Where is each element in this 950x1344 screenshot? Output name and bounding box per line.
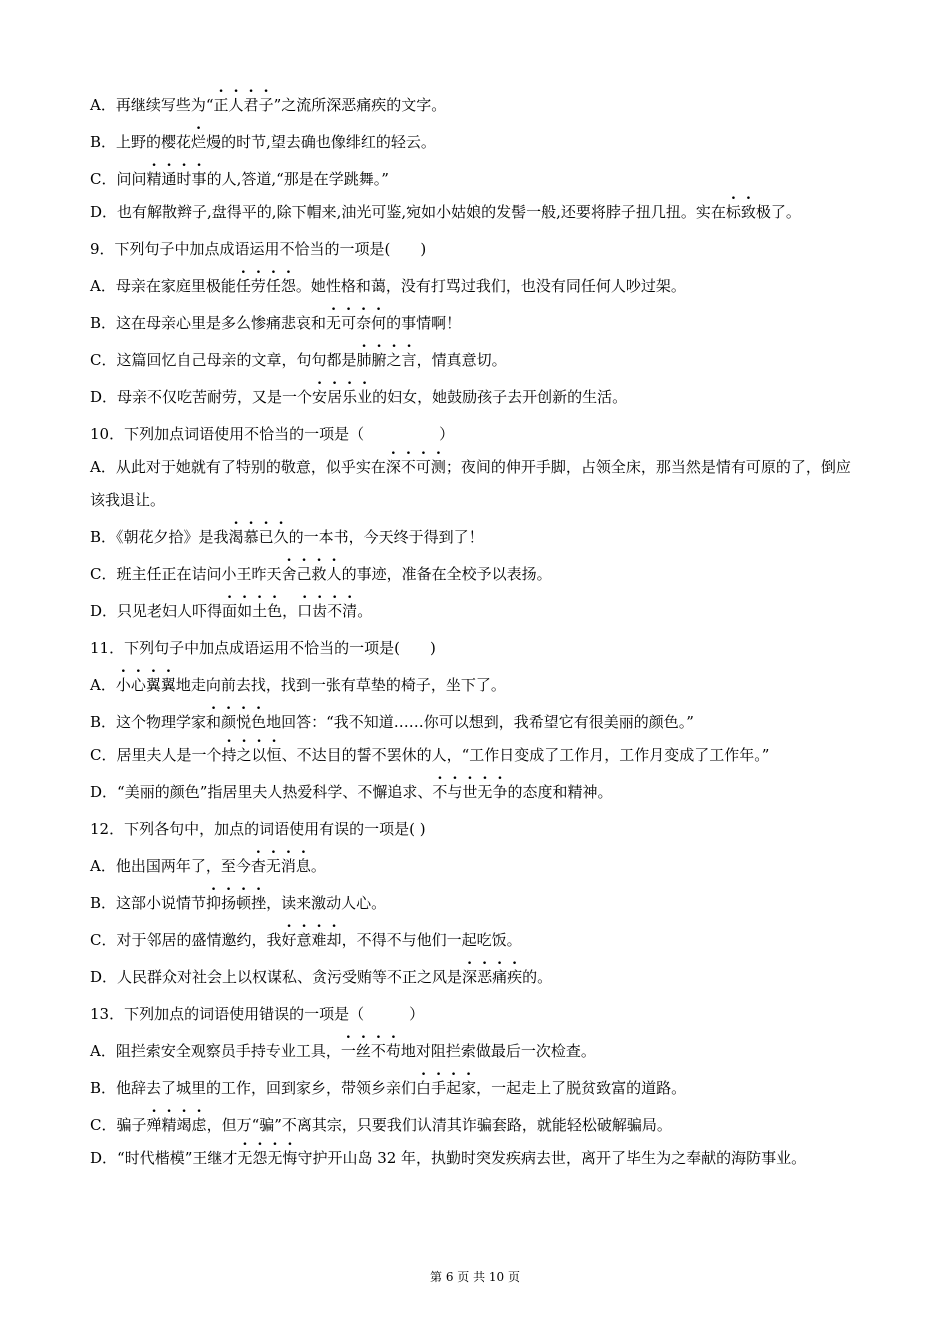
option-text: 的事迹，准备在全校予以表扬。 bbox=[341, 565, 552, 583]
page-footer: 第 6 页 共 10 页 bbox=[430, 1270, 520, 1284]
option-text: 班主任正在诘问小王昨天 bbox=[116, 565, 282, 583]
emphasized-phrase: 抑扬顿挫 bbox=[206, 894, 267, 912]
option-text: 、不达目的誓不罢休的人，“工作日变成了工作月，工作月变成了工作年。” bbox=[281, 746, 770, 764]
option-text: 的一本书，今天终于得到了！ bbox=[288, 528, 484, 546]
option-C bbox=[90, 1107, 860, 1144]
option-text: 。她性格和蔼，没有打骂过我们，也没有同任何人吵过架。 bbox=[295, 277, 686, 295]
option-A bbox=[90, 848, 860, 885]
question-q11 bbox=[90, 630, 860, 811]
emphasized-phrase: 烂 bbox=[191, 133, 207, 151]
emphasized-phrase: 小心翼翼 bbox=[115, 676, 176, 694]
option-label: C． bbox=[90, 565, 117, 583]
option-text: 极了。 bbox=[755, 203, 801, 221]
question-stem: 13．下列加点的词语使用错误的一项是（ ） bbox=[90, 1005, 425, 1023]
option-text: ”之流所深恶痛疾的文字。 bbox=[273, 96, 447, 114]
option-text: 《朝花夕拾》是我 bbox=[116, 528, 229, 546]
option-text: 地走向前去找，找到一张有草垫的椅子，坐下了。 bbox=[175, 676, 506, 694]
option-text: 骗子 bbox=[116, 1116, 147, 1134]
option-text: ，不得不与他们一起吃饭。 bbox=[341, 931, 522, 949]
option-label: A． bbox=[90, 1042, 116, 1060]
emphasized-phrase: 无怨无悔 bbox=[237, 1149, 298, 1167]
option-A bbox=[90, 451, 860, 517]
question-q9 bbox=[90, 231, 860, 416]
option-C bbox=[90, 161, 860, 198]
option-text: 对于邻居的盛情邀约，我 bbox=[116, 931, 282, 949]
option-label: B． bbox=[90, 713, 117, 731]
option-text: 上野的樱花 bbox=[116, 133, 192, 151]
question-q13 bbox=[90, 996, 860, 1175]
option-label: D． bbox=[90, 602, 118, 620]
option-text: ，情真意切。 bbox=[416, 351, 507, 369]
option-text: ，读来激动人心。 bbox=[266, 894, 387, 912]
emphasized-phrase: 一丝不苟 bbox=[340, 1042, 401, 1060]
option-text: 这篇回忆自己母亲的文章，句句都是 bbox=[116, 351, 357, 369]
emphasized-phrase: 面如土色 bbox=[222, 602, 283, 620]
option-D bbox=[90, 959, 860, 996]
option-text: 居里夫人是一个 bbox=[116, 746, 222, 764]
option-B bbox=[90, 885, 860, 922]
option-label: B． bbox=[90, 1079, 117, 1097]
question-stem: 12．下列各句中，加点的词语使用有误的一项是( ) bbox=[90, 820, 426, 838]
option-text: 的人,答道,“那是在学跳舞。” bbox=[206, 170, 389, 188]
option-text: 从此对于她就有了特别的敬意，似乎实在 bbox=[115, 458, 386, 476]
option-text: ；夜间的伸开手脚，占领全床，那当然是情有可原的了，倒应该我退让。 bbox=[90, 458, 851, 509]
option-text: 也有解散辫子,盘得平的,除下帽来,油光可鉴,宛如小姑娘的发髻一般,还要将脖子扭几扭。实在 bbox=[117, 203, 726, 221]
question-list bbox=[90, 87, 860, 1177]
option-text: 这在母亲心里是多么惨痛悲哀和 bbox=[116, 314, 327, 332]
option-text: 只见老妇人吓得 bbox=[117, 602, 223, 620]
option-label: A． bbox=[90, 277, 116, 295]
option-B bbox=[90, 1070, 860, 1107]
option-text: 。 bbox=[310, 857, 326, 875]
emphasized-phrase: 和颜悦色 bbox=[206, 713, 267, 731]
emphasized-phrase: 无可奈何 bbox=[326, 314, 387, 332]
option-text: 母亲不仅吃苦耐劳，又是一个 bbox=[117, 388, 313, 406]
option-text: 人民群众对社会上以权谋私、贪污受贿等不正之风是 bbox=[117, 968, 463, 986]
emphasized-phrase: 正人君子 bbox=[213, 96, 274, 114]
option-D bbox=[90, 196, 860, 229]
emphasized-phrase: 舍己救人 bbox=[281, 565, 342, 583]
emphasized-phrase: 白手起家 bbox=[416, 1079, 477, 1097]
question-stem: 9．下列句子中加点成语运用不恰当的一项是( ) bbox=[90, 240, 427, 258]
option-text: 问问 bbox=[116, 170, 147, 188]
emphasized-phrase: 殚精竭虑 bbox=[146, 1116, 207, 1134]
option-label: D． bbox=[90, 388, 118, 406]
emphasized-phrase: 深恶痛疾 bbox=[462, 968, 523, 986]
option-D bbox=[90, 1142, 860, 1175]
emphasized-phrase: 好意难却 bbox=[281, 931, 342, 949]
option-label: A． bbox=[90, 96, 116, 114]
option-text: 他出国两年了，至今 bbox=[115, 857, 251, 875]
question-q10 bbox=[90, 416, 860, 630]
option-A bbox=[90, 87, 860, 124]
option-A bbox=[90, 268, 860, 305]
option-label: A． bbox=[90, 458, 116, 476]
option-text: 这个物理学家 bbox=[116, 713, 207, 731]
option-label: A． bbox=[90, 676, 116, 694]
option-label: B． bbox=[90, 894, 117, 912]
option-text: 这部小说情节 bbox=[116, 894, 207, 912]
emphasized-phrase: 安居乐业 bbox=[312, 388, 373, 406]
option-B bbox=[90, 519, 860, 556]
option-B bbox=[90, 124, 860, 161]
emphasized-phrase: 渴慕已久 bbox=[228, 528, 289, 546]
option-C bbox=[90, 556, 860, 593]
option-A bbox=[90, 667, 860, 704]
option-text: “美丽的颜色”指居里夫人热爱科学、不懈追求、 bbox=[117, 783, 433, 801]
option-D bbox=[90, 774, 860, 811]
question-stem: 11．下列句子中加点成语运用不恰当的一项是( ) bbox=[90, 639, 436, 657]
emphasized-phrase: 不与世无争 bbox=[432, 783, 508, 801]
option-text: 的妇女，她鼓励孩子去开创新的生活。 bbox=[372, 388, 628, 406]
option-text: 母亲在家庭里极能 bbox=[115, 277, 236, 295]
option-label: D． bbox=[90, 203, 118, 221]
option-A bbox=[90, 1033, 860, 1070]
option-text: ， bbox=[282, 602, 298, 620]
option-C bbox=[90, 342, 860, 379]
option-label: A． bbox=[90, 857, 116, 875]
option-text: 的。 bbox=[522, 968, 553, 986]
option-D bbox=[90, 379, 860, 416]
emphasized-phrase: 深不可测 bbox=[385, 458, 446, 476]
emphasized-phrase: 标致 bbox=[725, 203, 756, 221]
option-text: 他辞去了城里的工作，回到家乡，带领乡亲们 bbox=[116, 1079, 417, 1097]
option-text: 再继续写些为“ bbox=[115, 96, 214, 114]
option-label: C． bbox=[90, 746, 117, 764]
option-C bbox=[90, 739, 860, 772]
option-label: C． bbox=[90, 931, 117, 949]
option-D bbox=[90, 593, 860, 630]
option-text: ，一起走上了脱贫致富的道路。 bbox=[476, 1079, 687, 1097]
option-label: B． bbox=[90, 528, 117, 546]
option-label: D． bbox=[90, 968, 118, 986]
option-B bbox=[90, 305, 860, 342]
emphasized-phrase: 杳无消息 bbox=[250, 857, 311, 875]
question-q8-options bbox=[90, 87, 860, 229]
option-label: D． bbox=[90, 783, 118, 801]
option-label: C． bbox=[90, 351, 117, 369]
option-text: 的态度和精神。 bbox=[507, 783, 613, 801]
option-C bbox=[90, 922, 860, 959]
option-label: C． bbox=[90, 1116, 117, 1134]
option-label: C． bbox=[90, 170, 117, 188]
emphasized-phrase: 任劳任怨 bbox=[235, 277, 296, 295]
option-B bbox=[90, 704, 860, 741]
option-label: B． bbox=[90, 314, 117, 332]
emphasized-phrase: 肺腑之言 bbox=[356, 351, 417, 369]
emphasized-phrase: 持之以恒 bbox=[221, 746, 282, 764]
question-q12 bbox=[90, 811, 860, 996]
option-text: 地对阻拦索做最后一次检查。 bbox=[400, 1042, 596, 1060]
option-text: 的事情啊！ bbox=[386, 314, 462, 332]
question-stem: 10．下列加点词语使用不恰当的一项是（ ） bbox=[90, 425, 455, 443]
emphasized-phrase: 精通时事 bbox=[146, 170, 207, 188]
option-text: 地回答：“我不知道……你可以想到，我希望它有很美丽的颜色。” bbox=[266, 713, 694, 731]
emphasized-phrase: 口齿不清 bbox=[297, 602, 358, 620]
option-text: 守护开山岛 32 年，执勤时突发疾病去世，离开了毕生为之奉献的海防事业。 bbox=[297, 1149, 807, 1167]
option-text: 。 bbox=[357, 602, 373, 620]
option-text: ，但万“骗”不离其宗，只要我们认清其诈骗套路，就能轻松破解骗局。 bbox=[206, 1116, 672, 1134]
option-label: B． bbox=[90, 133, 117, 151]
option-text: “时代楷模”王继才 bbox=[117, 1149, 238, 1167]
option-text: 熳的时节,望去确也像绯红的轻云。 bbox=[206, 133, 436, 151]
option-text: 阻拦索安全观察员手持专业工具， bbox=[115, 1042, 341, 1060]
option-label: D． bbox=[90, 1149, 118, 1167]
